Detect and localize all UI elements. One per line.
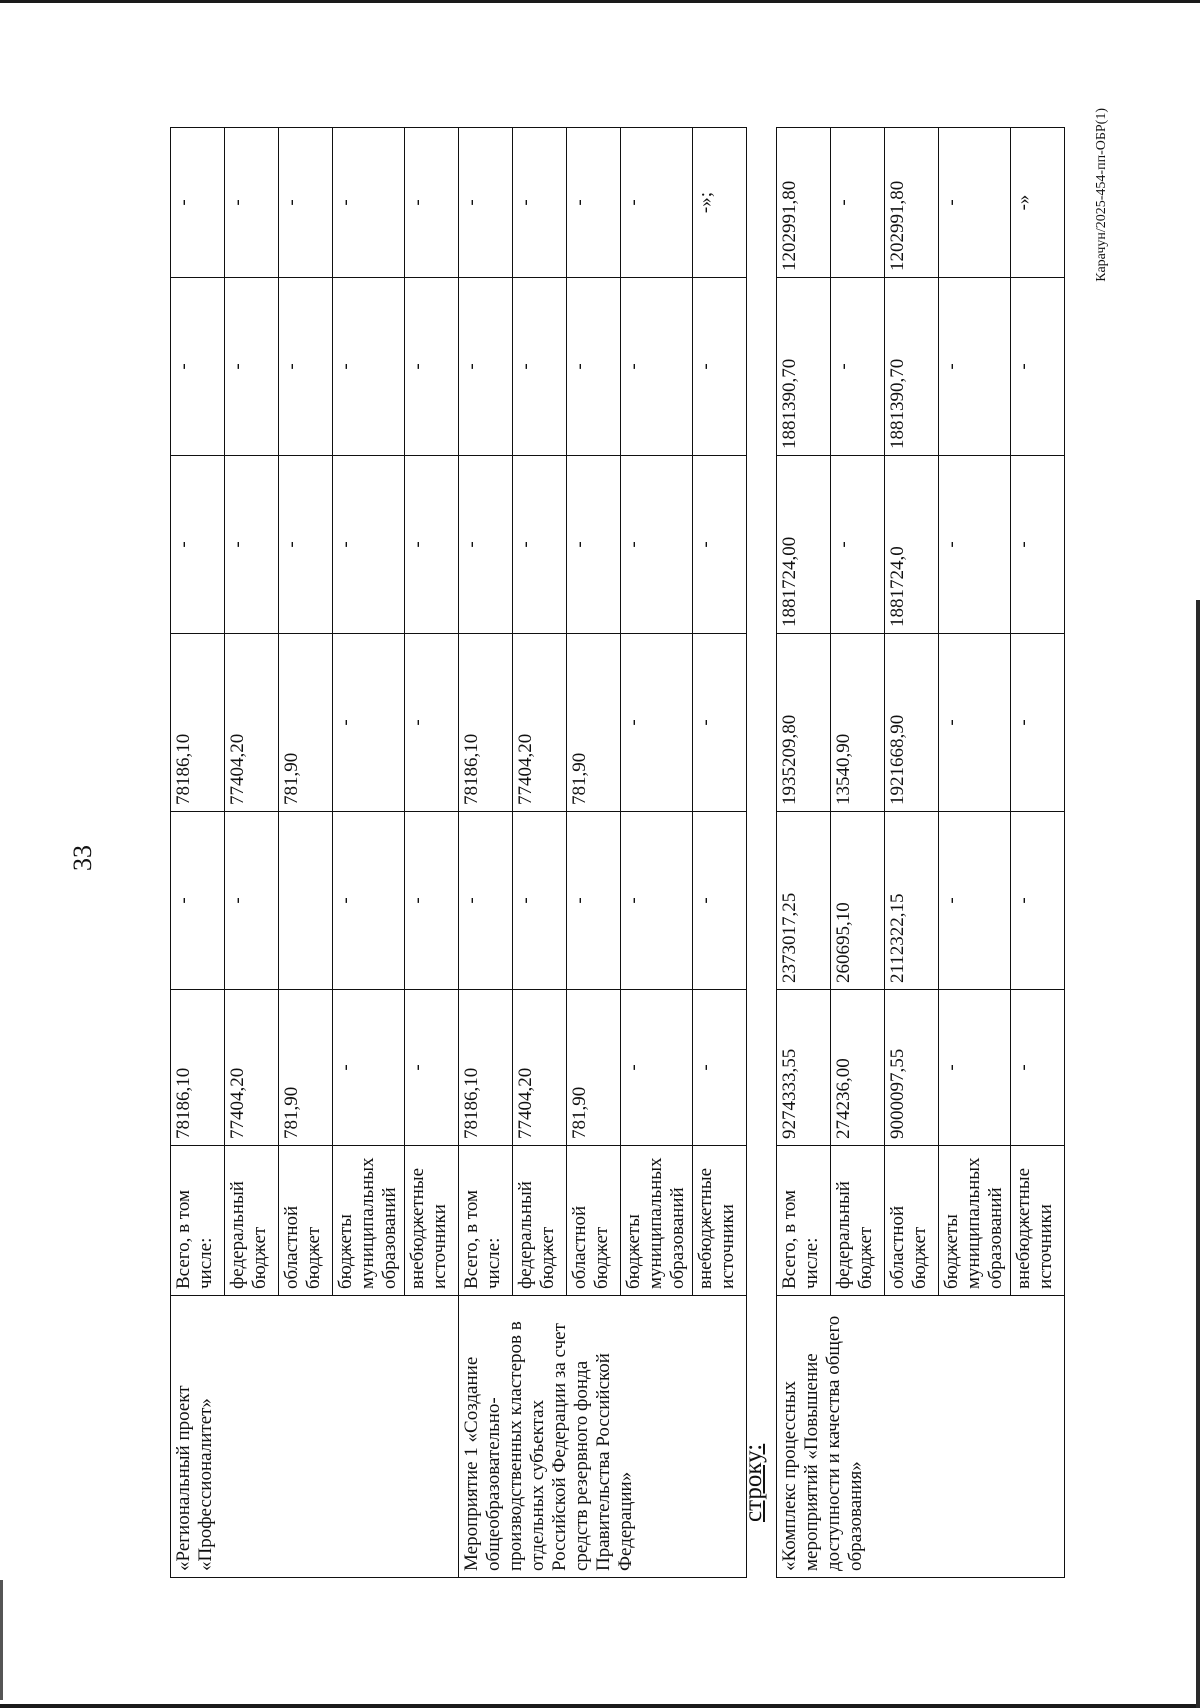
amount-cell: - bbox=[621, 812, 693, 990]
amount-cell: 1881390,70 bbox=[885, 278, 939, 456]
amount-cell: - bbox=[567, 812, 621, 990]
amount-cell: 77404,20 bbox=[225, 990, 279, 1146]
amount-cell: - bbox=[939, 278, 1011, 456]
amount-cell: 78186,10 bbox=[459, 990, 513, 1146]
amount-cell: - bbox=[831, 278, 885, 456]
funding-source-cell: бюджеты муниципальных образований bbox=[333, 1146, 405, 1296]
amount-cell: - bbox=[405, 812, 459, 990]
amount-cell: - bbox=[225, 128, 279, 278]
budget-table-1 bbox=[170, 127, 747, 1578]
amount-cell: 77404,20 bbox=[225, 634, 279, 812]
amount-cell: 1921668,90 bbox=[885, 634, 939, 812]
table-row bbox=[777, 128, 831, 1578]
amount-cell: - bbox=[621, 128, 693, 278]
amount-cell: - bbox=[459, 128, 513, 278]
amount-cell: - bbox=[279, 128, 333, 278]
amount-cell: - bbox=[831, 128, 885, 278]
amount-cell: - bbox=[567, 128, 621, 278]
amount-cell: - bbox=[693, 990, 747, 1146]
amount-cell: - bbox=[333, 812, 405, 990]
funding-source-cell: федеральный бюджет bbox=[513, 1146, 567, 1296]
amount-cell: 77404,20 bbox=[513, 634, 567, 812]
amount-cell: - bbox=[1011, 634, 1065, 812]
amount-cell: 2112322,15 bbox=[885, 812, 939, 990]
funding-source-cell: федеральный бюджет bbox=[225, 1146, 279, 1296]
amount-cell: - bbox=[513, 128, 567, 278]
amount-cell: 1202991,80 bbox=[777, 128, 831, 278]
amount-cell: - bbox=[405, 278, 459, 456]
amount-cell: - bbox=[459, 456, 513, 634]
funding-source-cell: федеральный бюджет bbox=[831, 1146, 885, 1296]
amount-cell: - bbox=[621, 990, 693, 1146]
amount-cell: - bbox=[939, 128, 1011, 278]
amount-cell: 781,90 bbox=[567, 990, 621, 1146]
amount-cell: - bbox=[693, 812, 747, 990]
amount-cell: - bbox=[333, 990, 405, 1146]
amount-cell: 2373017,25 bbox=[777, 812, 831, 990]
amount-cell: - bbox=[621, 456, 693, 634]
amount-cell bbox=[279, 812, 333, 990]
amount-cell: 13540,90 bbox=[831, 634, 885, 812]
amount-cell: - bbox=[333, 456, 405, 634]
funding-source-cell: внебюджетные источники bbox=[693, 1146, 747, 1296]
document-footer-code: Карачун/2025-454-пп-ОБР(1) bbox=[1094, 108, 1109, 282]
amount-cell: 78186,10 bbox=[171, 634, 225, 812]
amount-cell: 781,90 bbox=[279, 990, 333, 1146]
amount-cell: - bbox=[225, 812, 279, 990]
amount-cell: - bbox=[1011, 456, 1065, 634]
amount-cell: -»; bbox=[693, 128, 747, 278]
amount-cell: - bbox=[171, 456, 225, 634]
amount-cell: 274236,00 bbox=[831, 990, 885, 1146]
funding-source-cell: Всего, в том числе: bbox=[459, 1146, 513, 1296]
amount-cell: -» bbox=[1011, 128, 1065, 278]
amount-cell: - bbox=[939, 634, 1011, 812]
amount-cell: - bbox=[279, 456, 333, 634]
funding-source-cell: Всего, в том числе: bbox=[777, 1146, 831, 1296]
funding-source-cell: внебюджетные источники bbox=[405, 1146, 459, 1296]
amount-cell: - bbox=[939, 990, 1011, 1146]
amount-cell: - bbox=[171, 812, 225, 990]
amount-cell: - bbox=[513, 278, 567, 456]
amount-cell: 77404,20 bbox=[513, 990, 567, 1146]
amount-cell: - bbox=[1011, 990, 1065, 1146]
budget-table-2 bbox=[776, 127, 1065, 1578]
program-name-cell: Мероприятие 1 «Создание общеобразовательно-производственных кластеров в отдельных субъектах Российской Федерации за счет средств резервного фонда Правительства Российской Федерации» bbox=[459, 1296, 747, 1578]
table-row bbox=[171, 128, 225, 1578]
amount-cell: - bbox=[405, 990, 459, 1146]
amount-cell: - bbox=[693, 634, 747, 812]
table-row bbox=[459, 128, 513, 1578]
amount-cell: 9274333,55 bbox=[777, 990, 831, 1146]
amount-cell: - bbox=[939, 456, 1011, 634]
amount-cell: - bbox=[1011, 278, 1065, 456]
amount-cell: - bbox=[279, 278, 333, 456]
funding-source-cell: областной бюджет bbox=[885, 1146, 939, 1296]
amount-cell: - bbox=[225, 456, 279, 634]
amount-cell: - bbox=[693, 456, 747, 634]
funding-source-cell: областной бюджет bbox=[279, 1146, 333, 1296]
amount-cell: - bbox=[939, 812, 1011, 990]
amount-cell: - bbox=[333, 634, 405, 812]
amount-cell: 1202991,80 bbox=[885, 128, 939, 278]
amount-cell: 78186,10 bbox=[459, 634, 513, 812]
amount-cell: 781,90 bbox=[567, 634, 621, 812]
amount-cell: - bbox=[513, 456, 567, 634]
amount-cell: 781,90 bbox=[279, 634, 333, 812]
amount-cell: 78186,10 bbox=[171, 990, 225, 1146]
amount-cell: - bbox=[621, 634, 693, 812]
amount-cell: - bbox=[459, 812, 513, 990]
amount-cell: 1935209,80 bbox=[777, 634, 831, 812]
amount-cell: - bbox=[333, 128, 405, 278]
funding-source-cell: бюджеты муниципальных образований bbox=[621, 1146, 693, 1296]
amount-cell: - bbox=[225, 278, 279, 456]
amount-cell: - bbox=[1011, 812, 1065, 990]
amount-cell: 1881724,0 bbox=[885, 456, 939, 634]
amount-cell: - bbox=[405, 456, 459, 634]
funding-source-cell: Всего, в том числе: bbox=[171, 1146, 225, 1296]
amount-cell: - bbox=[171, 278, 225, 456]
amount-cell: - bbox=[693, 278, 747, 456]
funding-source-cell: областной бюджет bbox=[567, 1146, 621, 1296]
amount-cell: - bbox=[567, 278, 621, 456]
amount-cell: - bbox=[513, 812, 567, 990]
amount-cell: - bbox=[567, 456, 621, 634]
amount-cell: - bbox=[405, 128, 459, 278]
program-name-cell: «Комплекс процессных мероприятий «Повышение доступности и качества общего образования» bbox=[777, 1296, 1065, 1578]
amount-cell: 260695,10 bbox=[831, 812, 885, 990]
program-name-cell: «Региональный проект «Профессионалитет» bbox=[171, 1296, 459, 1578]
amount-cell: 1881390,70 bbox=[777, 278, 831, 456]
amount-cell: - bbox=[171, 128, 225, 278]
amount-cell: 9000097,55 bbox=[885, 990, 939, 1146]
interlude-label: строку: bbox=[740, 1443, 767, 1522]
amount-cell: - bbox=[621, 278, 693, 456]
funding-source-cell: бюджеты муниципальных образований bbox=[939, 1146, 1011, 1296]
funding-source-cell: внебюджетные источники bbox=[1011, 1146, 1065, 1296]
amount-cell: 1881724,00 bbox=[777, 456, 831, 634]
amount-cell: - bbox=[405, 634, 459, 812]
amount-cell: - bbox=[333, 278, 405, 456]
amount-cell: - bbox=[459, 278, 513, 456]
amount-cell: - bbox=[831, 456, 885, 634]
page-number: 33 bbox=[68, 845, 97, 871]
